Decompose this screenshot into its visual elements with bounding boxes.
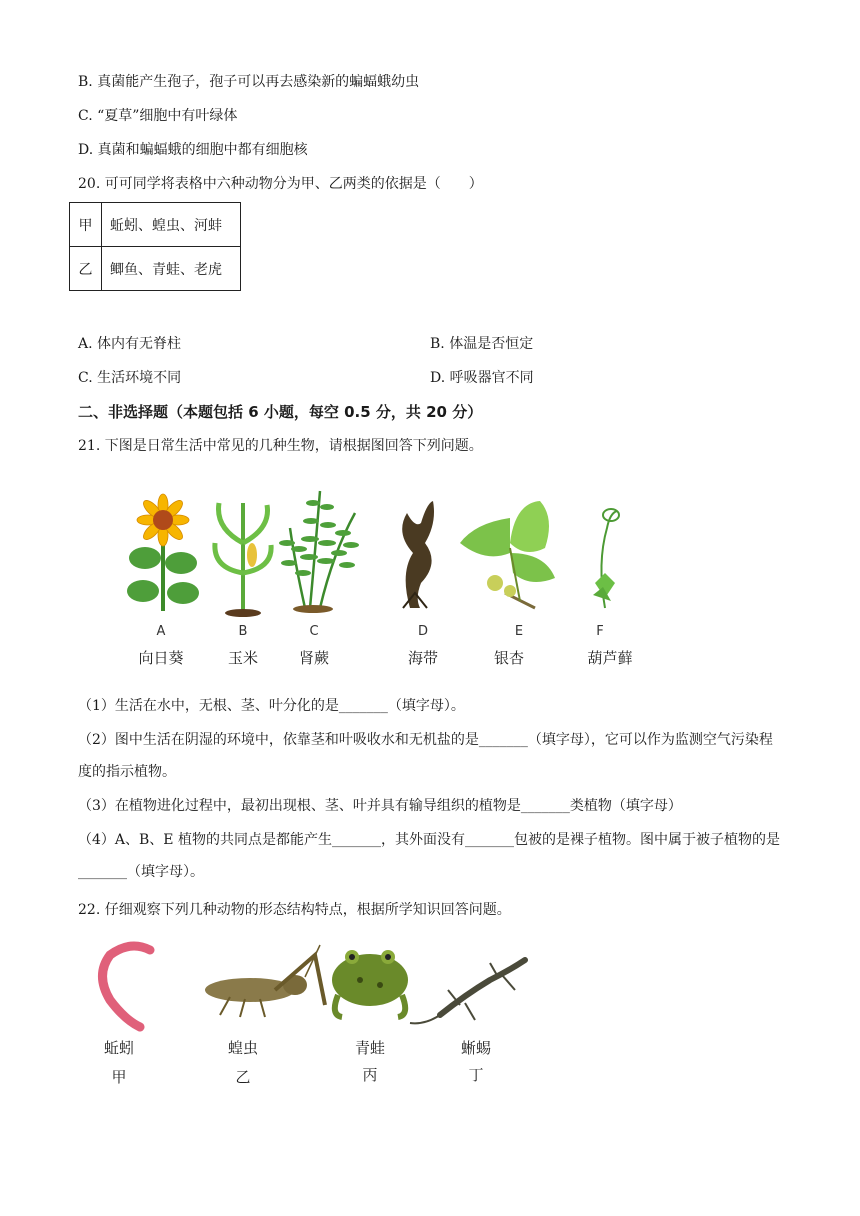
plant-letter: A — [156, 624, 166, 639]
lizard-icon — [410, 960, 525, 1023]
animal-code: 丁 — [468, 1066, 484, 1084]
table-row — [70, 203, 241, 247]
plant-letter: B — [238, 624, 248, 639]
q21-sub2: （2）图中生活在阴湿的环境中，依靠茎和叶吸收水和无机盐的是_______（填字母），它可以作为监测空气污染程度的指示植物。 — [78, 732, 773, 780]
plant-name: 肾蕨 — [298, 649, 329, 667]
plant-name: 玉米 — [227, 649, 258, 667]
table-row — [70, 247, 241, 291]
q21-sub3: （3）在植物进化过程中，最初出现根、茎、叶并具有输导组织的植物是_______类植物（填字母） — [78, 798, 682, 814]
plant-letter: D — [417, 624, 428, 639]
q19-option-b: B. 真菌能产生孢子，孢子可以再去感染新的蝙蝠蛾幼虫 — [78, 74, 420, 90]
section2-title: 二、非选择题（本题包括 6 小题，每空 0.5 分，共 20 分） — [78, 403, 483, 421]
plant-name: 银杏 — [493, 649, 524, 667]
ginkgo-icon — [460, 501, 555, 608]
table-cell-group: 乙 — [70, 247, 102, 291]
grasshopper-icon — [205, 945, 325, 1017]
plant-name: 向日葵 — [138, 649, 184, 667]
q20-option-b: B. 体温是否恒定 — [430, 336, 534, 352]
q20-option-d: D. 呼吸器官不同 — [430, 370, 534, 386]
sunflower-icon — [127, 494, 199, 611]
animal-figure — [80, 935, 540, 1035]
q20-option-c: C. 生活环境不同 — [78, 370, 182, 386]
table-cell-animals: 蚯蚓、蝗虫、河蚌 — [102, 203, 241, 247]
frog-icon — [332, 950, 408, 1017]
kelp-icon — [402, 501, 434, 608]
corn-icon — [215, 503, 271, 617]
animal-code: 乙 — [235, 1068, 251, 1086]
table-cell-animals: 鲫鱼、青蛙、老虎 — [102, 247, 241, 291]
fern-icon — [279, 491, 359, 613]
q20-stem: 20. 可可同学将表格中六种动物分为甲、乙两类的依据是（ ） — [78, 176, 483, 192]
moss-icon — [593, 509, 619, 608]
q21-sub1: （1）生活在水中，无根、茎、叶分化的是_______（填字母）。 — [78, 698, 465, 714]
animal-name: 青蛙 — [354, 1039, 385, 1057]
q19-option-d: D. 真菌和蝙蝠蛾的细胞中都有细胞核 — [78, 142, 308, 158]
plant-name: 海带 — [407, 649, 438, 667]
q22-stem: 22. 仔细观察下列几种动物的形态结构特点，根据所学知识回答问题。 — [78, 902, 511, 918]
animal-name: 蜥蜴 — [460, 1039, 491, 1057]
plant-letter: E — [514, 624, 524, 639]
plant-letter: C — [309, 624, 319, 639]
plant-letter: F — [596, 624, 604, 639]
table-cell-group: 甲 — [70, 203, 102, 247]
q20-option-a: A. 体内有无脊柱 — [78, 336, 182, 352]
earthworm-icon — [103, 946, 151, 1027]
q21-stem: 21. 下图是日常生活中常见的几种生物，请根据图回答下列问题。 — [78, 438, 483, 454]
q21-sub4: （4）A、B、E 植物的共同点是都能产生_______，其外面没有_______包被的是裸子植物。图中属于被子植物的是_______（填字母）。 — [78, 832, 780, 880]
animal-code: 甲 — [111, 1068, 127, 1086]
q19-option-c: C. “夏草”细胞中有叶绿体 — [78, 108, 238, 124]
animal-name: 蝗虫 — [227, 1039, 258, 1057]
plant-figure — [115, 483, 645, 618]
q20-classification-table — [69, 202, 241, 291]
plant-name: 葫芦藓 — [587, 649, 633, 667]
animal-name: 蚯蚓 — [103, 1039, 134, 1057]
animal-code: 丙 — [362, 1066, 378, 1084]
